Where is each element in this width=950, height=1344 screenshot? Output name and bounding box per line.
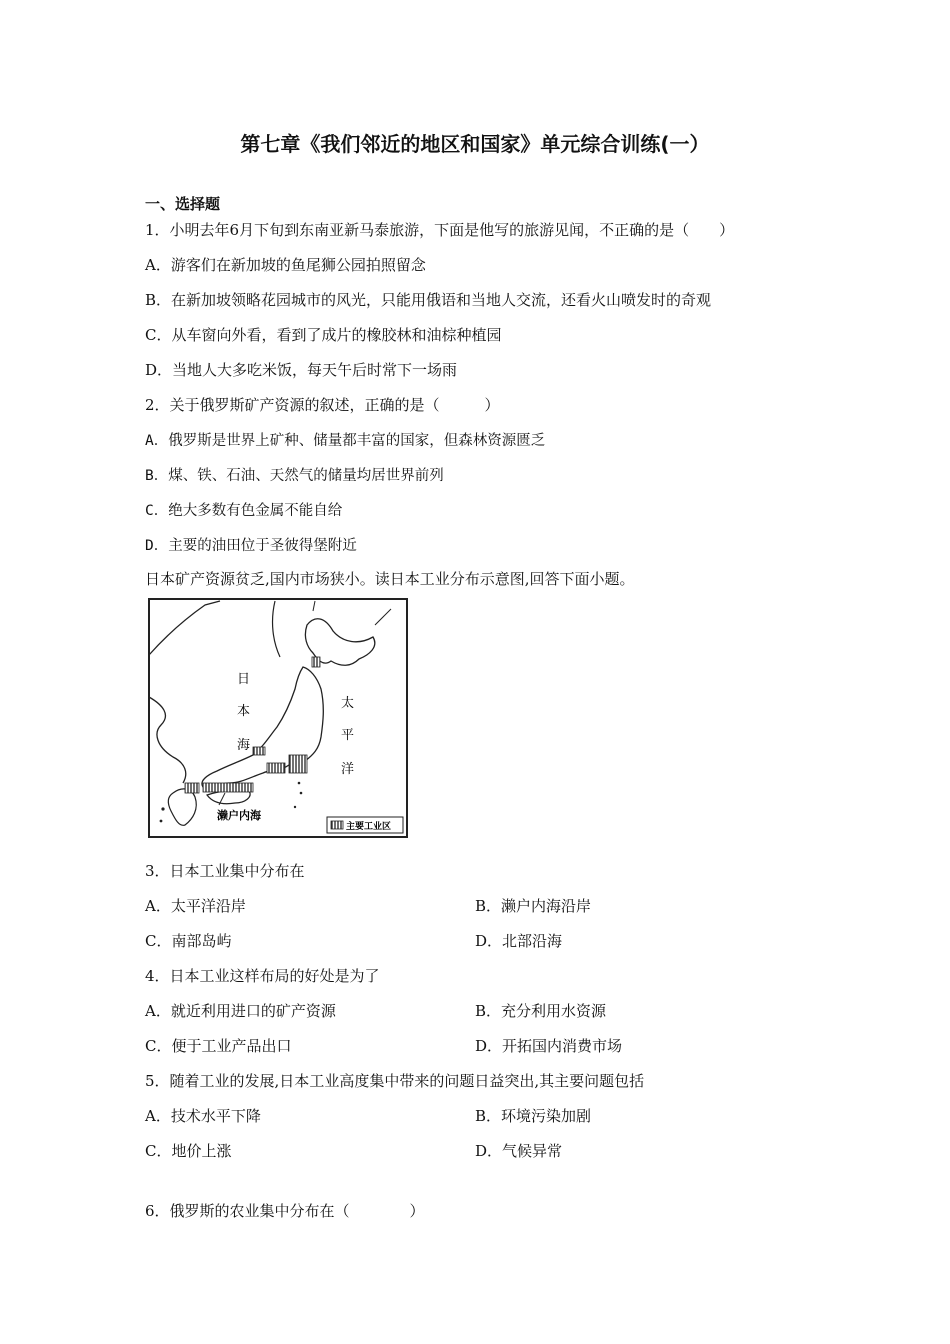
question-2-option-a: A．俄罗斯是世界上矿种、储量都丰富的国家，但森林资源匮乏 — [145, 433, 546, 449]
question-2-option-b: B．煤、铁、石油、天然气的储量均居世界前列 — [145, 468, 444, 484]
question-4-option-b: B．充分利用水资源 — [475, 1002, 607, 1020]
question-2-stem: 2．关于俄罗斯矿产资源的叙述，正确的是（ ） — [145, 396, 500, 414]
pacific-char-2: 平 — [341, 728, 355, 743]
legend-hatch-icon — [331, 821, 343, 829]
question-4-option-d: D．开拓国内消费市场 — [475, 1037, 623, 1055]
question-1-stem: 1．小明去年6月下旬到东南亚新马泰旅游，下面是他写的旅游见闻，不正确的是（ ） — [145, 221, 735, 239]
question-4-option-a: A．就近利用进口的矿产资源 — [145, 1002, 336, 1020]
legend-label: 主要工业区 — [346, 822, 392, 832]
question-3-stem: 3．日本工业集中分布在 — [145, 862, 305, 880]
sea-of-japan-char-3: 海 — [237, 738, 251, 753]
pacific-char-3: 洋 — [341, 762, 355, 777]
question-3-option-a: A．太平洋沿岸 — [145, 897, 246, 915]
question-1-option-d: D．当地人大多吃米饭，每天午后时常下一场雨 — [145, 361, 458, 379]
question-4-stem: 4．日本工业这样布局的好处是为了 — [145, 967, 380, 985]
japan-industry-map — [145, 597, 410, 840]
question-1-option-a: A．游客们在新加坡的鱼尾狮公园拍照留念 — [145, 256, 426, 274]
section-heading: 一、选择题 — [145, 195, 221, 213]
question-4-option-c: C．便于工业产品出口 — [145, 1037, 292, 1055]
sea-of-japan-char-1: 日 — [237, 672, 251, 687]
document-title: 第七章《我们邻近的地区和国家》单元综合训练(一） — [240, 132, 710, 156]
pacific-char-1: 太 — [341, 696, 355, 711]
question-6-stem: 6．俄罗斯的农业集中分布在（ ） — [145, 1202, 425, 1220]
map-intro-text: 日本矿产资源贫乏,国内市场狭小。读日本工业分布示意图,回答下面小题。 — [145, 570, 635, 588]
inland-sea-label: 濑户内海 — [217, 809, 261, 822]
question-2-option-c: C．绝大多数有色金属不能自给 — [145, 503, 343, 519]
question-5-option-a: A．技术水平下降 — [145, 1107, 261, 1125]
question-5-option-d: D．气候异常 — [475, 1142, 563, 1160]
question-5-stem: 5．随着工业的发展,日本工业高度集中带来的问题日益突出,其主要问题包括 — [145, 1072, 645, 1090]
question-1-option-c: C．从车窗向外看，看到了成片的橡胶林和油棕种植园 — [145, 326, 502, 344]
question-3-option-c: C．南部岛屿 — [145, 932, 232, 950]
question-5-option-c: C．地价上涨 — [145, 1142, 232, 1160]
question-3-option-d: D．北部沿海 — [475, 932, 563, 950]
question-5-option-b: B．环境污染加剧 — [475, 1107, 592, 1125]
question-3-option-b: B．濑户内海沿岸 — [475, 897, 592, 915]
sea-of-japan-char-2: 本 — [237, 704, 251, 719]
question-1-option-b: B．在新加坡领略花园城市的风光，只能用俄语和当地人交流，还看火山喷发时的奇观 — [145, 291, 712, 309]
question-2-option-d: D．主要的油田位于圣彼得堡附近 — [145, 538, 357, 554]
